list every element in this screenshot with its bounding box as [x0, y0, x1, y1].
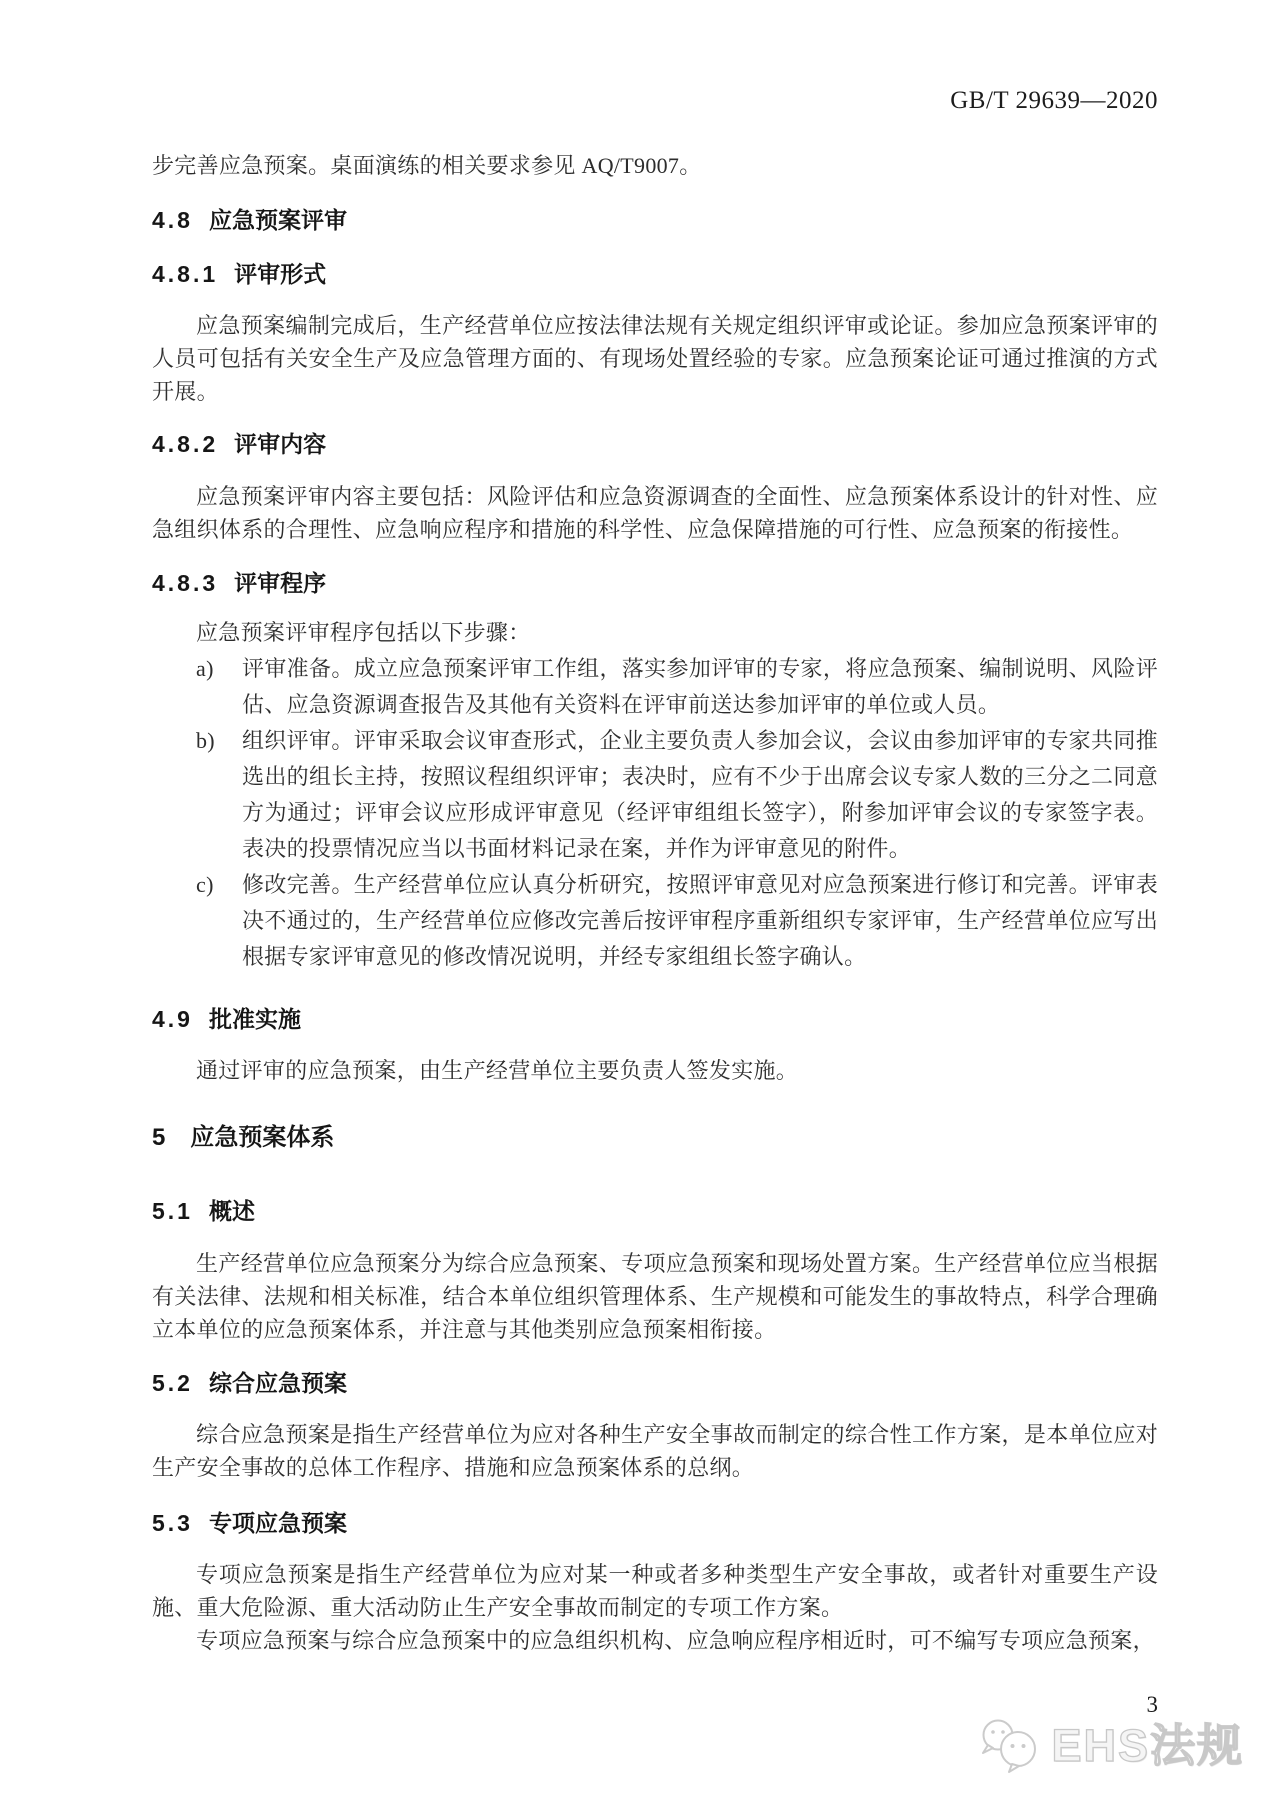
list-marker: c) — [196, 872, 214, 897]
section-heading-5-2 — [152, 1369, 1158, 1397]
page-number: 3 — [1146, 1692, 1158, 1717]
section-title: 应急预案评审 — [208, 207, 347, 233]
review-procedure-list — [152, 651, 1158, 975]
watermark — [979, 1716, 1244, 1776]
section-heading-5-1 — [152, 1197, 1158, 1225]
list-item-a — [152, 651, 1158, 723]
section-number: 5.1 — [152, 1198, 193, 1224]
section-heading-4-8 — [152, 206, 1158, 234]
paragraph-4-8-1: 应急预案编制完成后，生产经营单位应按法律法规有关规定组织评审或论证。参加应急预案评审的人员可包括有关安全生产及应急管理方面的、有现场处置经验的专家。应急预案论证可通过推演的方式开展。 — [152, 313, 1158, 404]
section-heading-5-3 — [152, 1509, 1158, 1537]
list-item-text: 评审准备。成立应急预案评审工作组，落实参加评审的专家，将应急预案、编制说明、风险评估、应急资源调查报告及其他有关资料在评审前送达参加评审的单位或人员。 — [242, 656, 1158, 717]
section-heading-4-8-3 — [152, 569, 1158, 597]
section-number: 4.8.3 — [152, 570, 219, 596]
standard-code-header: GB/T 29639—2020 — [950, 87, 1158, 114]
paragraph-4-8-2: 应急预案评审内容主要包括：风险评估和应急资源调查的全面性、应急预案体系设计的针对性、应急组织体系的合理性、应急响应程序和措施的科学性、应急保障措施的可行性、应急预案的衔接性。 — [152, 484, 1158, 542]
chapter-number: 5 — [152, 1124, 169, 1151]
section-heading-4-8-2 — [152, 430, 1158, 458]
list-item-text: 组织评审。评审采取会议审查形式，企业主要负责人参加会议，会议由参加评审的专家共同推选出的组长主持，按照议程组织评审；表决时，应有不少于出席会议专家人数的三分之二同意方为通过；评审会议应形成评审意见（经评审组组长签字），附参加评审会议的专家签字表。表决的投票情况应当以书面材料记录在案，并作为评审意见的附件。 — [242, 728, 1158, 861]
section-title: 综合应急预案 — [208, 1370, 347, 1396]
list-marker: a) — [196, 656, 214, 681]
section-title: 评审形式 — [234, 261, 327, 287]
continued-paragraph: 步完善应急预案。桌面演练的相关要求参见 AQ/T9007。 — [152, 153, 702, 178]
section-number: 4.8 — [152, 207, 193, 233]
section-title: 概述 — [208, 1198, 255, 1224]
paragraph-5-3-1: 专项应急预案是指生产经营单位为应对某一种或者多种类型生产安全事故，或者针对重要生产设施、重大危险源、重大活动防止生产安全事故而制定的专项工作方案。 — [152, 1562, 1158, 1620]
section-number: 5.2 — [152, 1370, 193, 1396]
wechat-icon — [979, 1717, 1043, 1775]
paragraph-5-2: 综合应急预案是指生产经营单位为应对各种生产安全事故而制定的综合性工作方案，是本单位应对生产安全事故的总体工作程序、措施和应急预案体系的总纲。 — [152, 1422, 1158, 1480]
list-item-text: 修改完善。生产经营单位应认真分析研究，按照评审意见对应急预案进行修订和完善。评审表决不通过的，生产经营单位应修改完善后按评审程序重新组织专家评审，生产经营单位应写出根据专家评审意见的修改情况说明，并经专家组组长签字确认。 — [242, 872, 1158, 969]
paragraph-4-8-3-intro: 应急预案评审程序包括以下步骤： — [196, 620, 531, 645]
section-title: 评审程序 — [234, 570, 327, 596]
paragraph-5-1: 生产经营单位应急预案分为综合应急预案、专项应急预案和现场处置方案。生产经营单位应当根据有关法律、法规和相关标准，结合本单位组织管理体系、生产规模和可能发生的事故特点，科学合理确立本单位的应急预案体系，并注意与其他类别应急预案相衔接。 — [152, 1251, 1158, 1342]
section-number: 4.8.2 — [152, 431, 219, 457]
paragraph-5-3-2: 专项应急预案与综合应急预案中的应急组织机构、应急响应程序相近时，可不编写专项应急预案， — [196, 1628, 1155, 1653]
section-title: 评审内容 — [234, 431, 327, 457]
chapter-heading-5 — [152, 1124, 1158, 1152]
section-heading-4-9 — [152, 1005, 1158, 1033]
section-title: 专项应急预案 — [208, 1510, 347, 1536]
list-item-b — [152, 723, 1158, 867]
section-heading-4-8-1 — [152, 260, 1158, 288]
list-marker: b) — [196, 728, 215, 753]
section-number: 5.3 — [152, 1510, 193, 1536]
section-title: 批准实施 — [208, 1006, 301, 1032]
paragraph-4-9: 通过评审的应急预案，由生产经营单位主要负责人签发实施。 — [196, 1058, 799, 1083]
list-item-c — [152, 867, 1158, 975]
section-number: 4.9 — [152, 1006, 193, 1032]
watermark-text: EHS法规 — [1051, 1720, 1244, 1771]
section-number: 4.8.1 — [152, 261, 219, 287]
chapter-title: 应急预案体系 — [190, 1124, 335, 1151]
